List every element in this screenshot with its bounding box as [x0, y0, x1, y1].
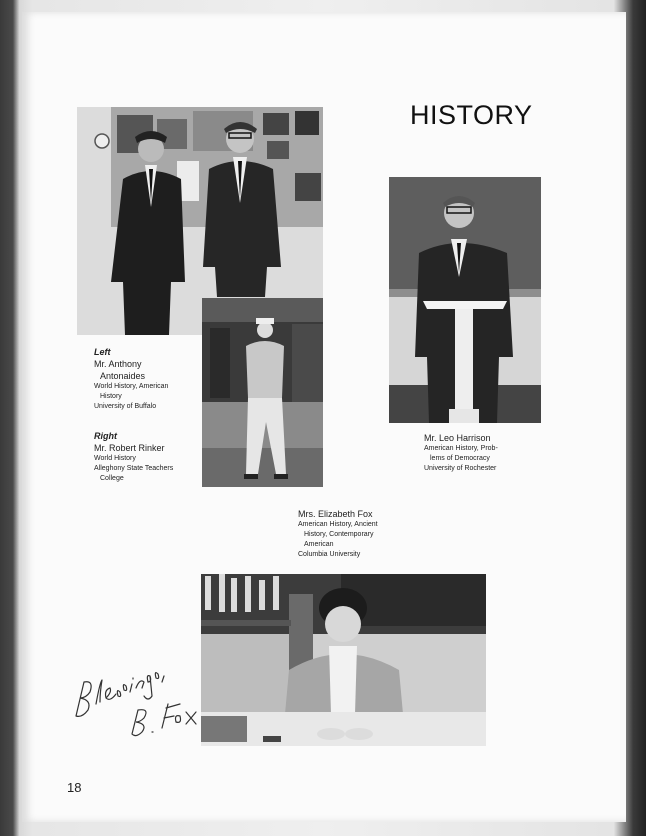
- teacher-name-cont: Antonaides: [100, 371, 146, 381]
- caption-harrison: [424, 432, 544, 474]
- college-line: Columbia University: [298, 551, 361, 558]
- caption-antonaides: [94, 346, 204, 412]
- yearbook-page: [22, 12, 626, 822]
- teacher-name: Mr. Robert Rinker: [94, 443, 165, 453]
- handwritten-signature: [70, 652, 210, 747]
- subject-line: American History, Ancient: [298, 521, 378, 528]
- caption-right-label: Right: [94, 431, 117, 441]
- caption-fox: [298, 508, 418, 560]
- teacher-name: Mr. Anthony: [94, 359, 142, 369]
- subject-line: History: [100, 393, 122, 400]
- page-title: HISTORY: [410, 100, 533, 130]
- subject-line: World History: [94, 455, 136, 462]
- college-line: Alleghony State Teachers: [94, 465, 174, 472]
- subject-line: History, Contemporary: [304, 531, 374, 538]
- teacher-name: Mrs. Elizabeth Fox: [298, 509, 373, 519]
- college-line-cont: College: [100, 475, 124, 482]
- caption-left-label: Left: [94, 347, 111, 357]
- teacher-name: Mr. Leo Harrison: [424, 433, 491, 443]
- photo-fox-desk: [201, 574, 486, 746]
- college-line: University of Buffalo: [94, 403, 157, 410]
- college-line: University of Rochester: [424, 465, 497, 472]
- subject-line: American: [304, 541, 334, 548]
- photo-coach-field: [202, 298, 323, 487]
- page-number: 18: [67, 780, 82, 795]
- subject-line: World History, American: [94, 383, 169, 390]
- photo-harrison-lectern: [389, 177, 541, 423]
- subject-line: lems of Democracy: [430, 455, 490, 462]
- caption-rinker: [94, 430, 204, 484]
- subject-line: American History, Prob-: [424, 445, 498, 452]
